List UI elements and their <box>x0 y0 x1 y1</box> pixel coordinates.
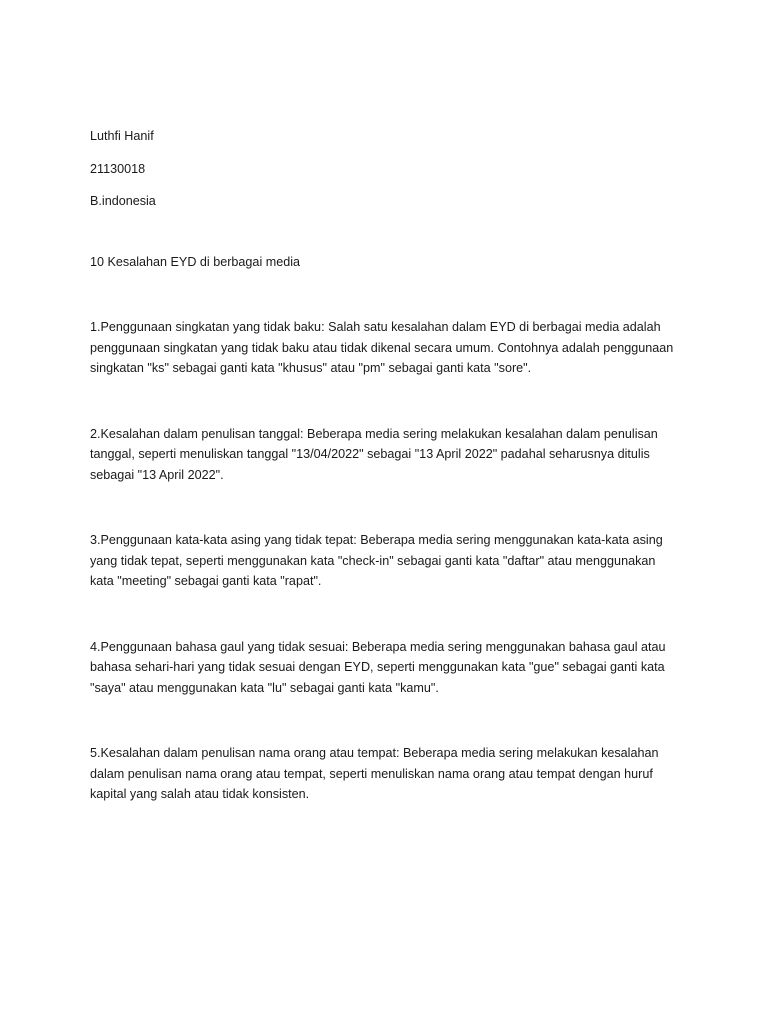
document-content <box>90 126 680 805</box>
list-item <box>90 743 680 805</box>
list-item-line: tanggal, seperti menuliskan tanggal "13/04/2022" sebagai "13 April 2022" padahal seharusnya ditulis <box>90 447 650 461</box>
list-item-line: kapital yang salah atau tidak konsisten. <box>90 787 310 801</box>
document-title: 10 Kesalahan EYD di berbagai media <box>90 254 301 269</box>
list-item-line: 3.Penggunaan kata-kata asing yang tidak tepat: Beberapa media sering menggunakan kata-kata asing <box>90 533 663 547</box>
subject: B.indonesia <box>90 194 156 208</box>
list-item <box>90 530 680 592</box>
list-item-line: kata "meeting" sebagai ganti kata "rapat". <box>90 574 322 588</box>
list-item-line: "saya" atau menggunakan kata "lu" sebagai ganti kata "kamu". <box>90 680 439 695</box>
list-item-line: yang tidak tepat, seperti menggunakan kata "check-in" sebagai ganti kata "daftar" atau menggunakan <box>90 553 656 568</box>
list-item-line: bahasa sehari-hari yang tidak sesuai dengan EYD, seperti menggunakan kata "gue" sebagai ganti kata <box>90 660 665 674</box>
list-item <box>90 424 680 486</box>
list-item <box>90 637 680 699</box>
author-name: Luthfi Hanif <box>90 129 154 143</box>
list-item-line: penggunaan singkatan yang tidak baku atau tidak dikenal secara umum. Contohnya adalah penggunaan <box>90 340 674 355</box>
list-item-line: dalam penulisan nama orang atau tempat, seperti menuliskan nama orang atau tempat dengan huruf <box>90 766 653 781</box>
list-item-line: sebagai "13 April 2022". <box>90 467 224 482</box>
list-item <box>90 317 680 379</box>
student-id: 21130018 <box>90 161 146 176</box>
list-item-line: singkatan "ks" sebagai ganti kata "khusus" atau "pm" sebagai ganti kata "sore". <box>90 361 532 375</box>
list-item-line: 2.Kesalahan dalam penulisan tanggal: Beberapa media sering melakukan kesalahan dalam penulisan <box>90 426 658 441</box>
list-item-line: 4.Penggunaan bahasa gaul yang tidak sesuai: Beberapa media sering menggunakan bahasa gaul atau <box>90 639 666 654</box>
list-item-line: 1.Penggunaan singkatan yang tidak baku: Salah satu kesalahan dalam EYD di berbagai media adalah <box>90 320 661 334</box>
list-item-line: 5.Kesalahan dalam penulisan nama orang atau tempat: Beberapa media sering melakukan kesalahan <box>90 746 659 760</box>
